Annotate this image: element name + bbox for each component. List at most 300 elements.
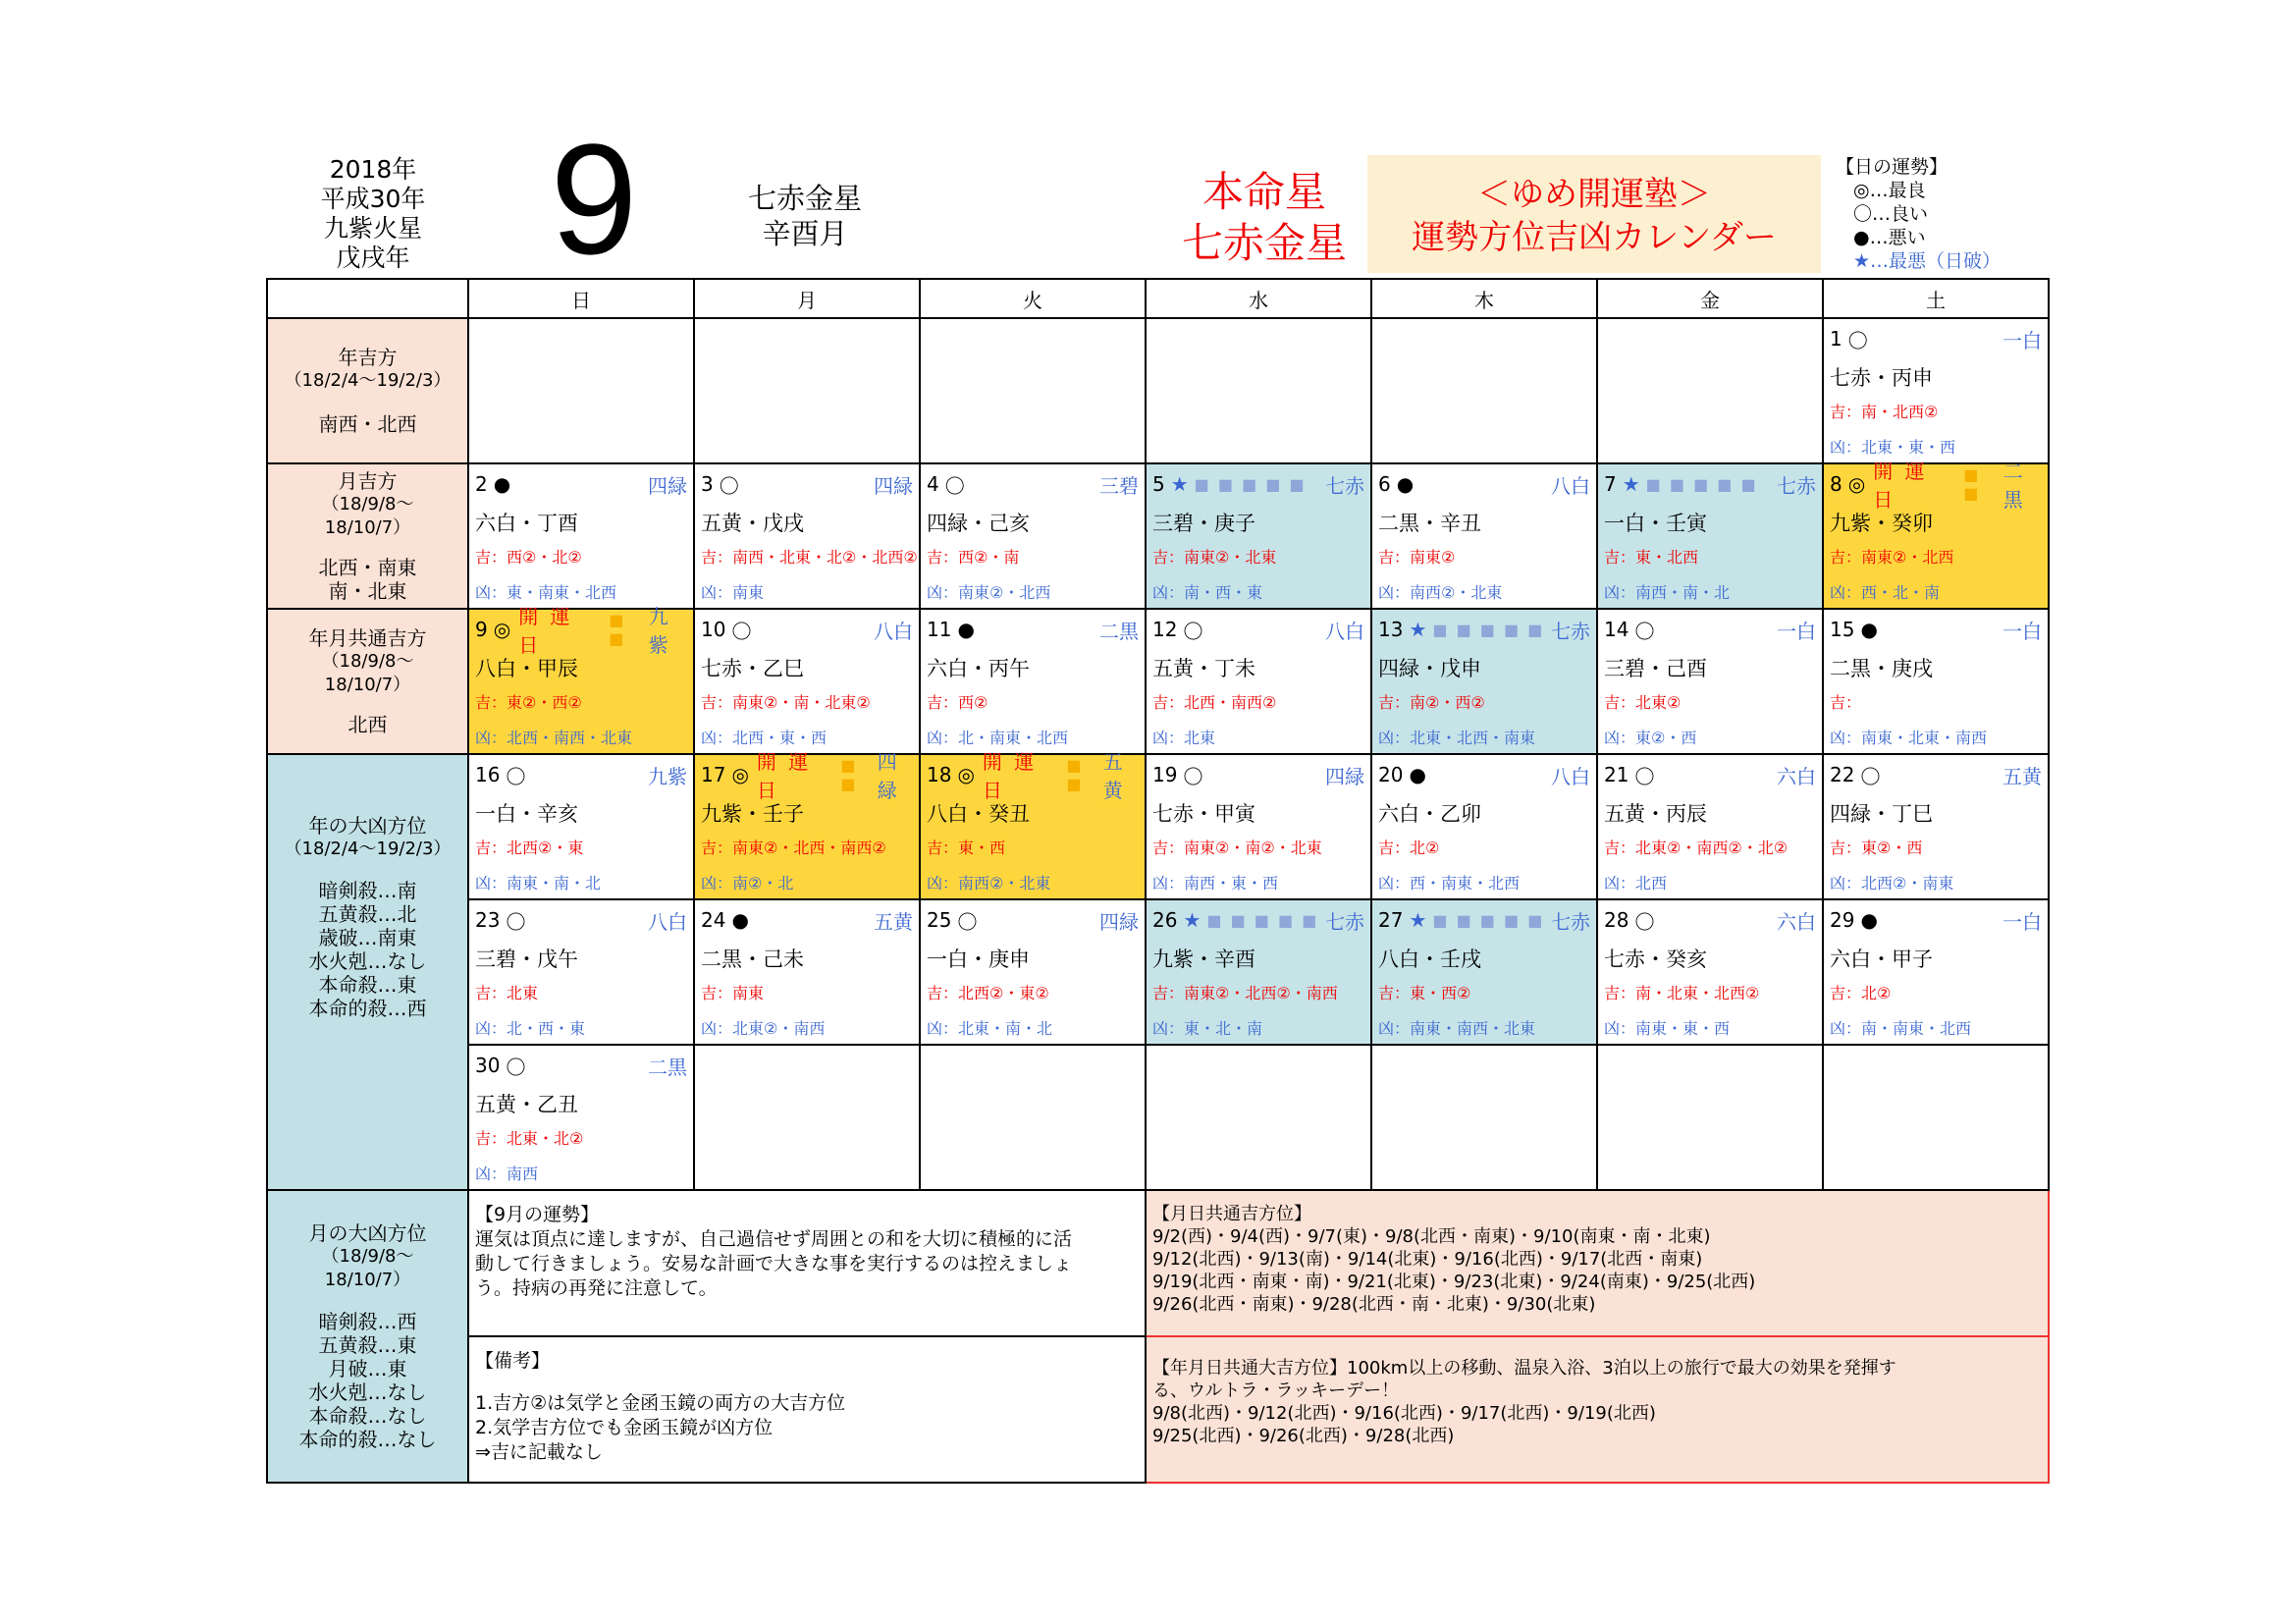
day-header [1604,616,1816,643]
day-cell[interactable] [694,463,920,609]
fortune-mark: ● [1409,763,1426,786]
weekday-thu: 木 [1371,279,1597,318]
day-bad-directions: 凶：南西 [475,1164,539,1183]
year-bad-item: 本命的殺…西 [308,997,427,1020]
day-nine-star: 七赤 [1325,473,1364,498]
year-line: 2018年 [329,155,417,184]
common-lucky-note-line: 9/19(北西・南東・南)・9/21(北東)・9/23(北東)・9/24(南東)・9/25(北西) [1152,1272,1756,1292]
day-good-directions: 吉：南西・北東・北②・北西② [701,548,918,567]
fortune-mark: ◎ [957,763,975,786]
day-nine-star: 六白 [1777,909,1816,934]
day-good-directions: 吉：南東 [701,984,765,1002]
day-cell[interactable] [1823,899,2049,1045]
day-header [1604,470,1816,498]
day-cell[interactable] [1823,460,2049,609]
day-nine-star: 一白 [2002,909,2042,934]
day-stem: 六白・甲子 [1830,947,1933,971]
day-nine-star: 九紫 [648,764,687,788]
day-number: 2 [475,472,488,496]
fortune-mark: ★ [1170,472,1189,496]
year-line: 戊戌年 [336,244,410,272]
calendar-grid [266,278,2048,1483]
day-number: 28 [1604,908,1629,932]
day-cell[interactable] [1597,899,1823,1045]
day-number: 29 [1830,908,1855,932]
kaiun-label: 開 運 日 [982,750,1038,802]
common-lucky-period: 18/10/7） [324,675,411,695]
day-bad-directions: 凶：南②・北 [701,874,794,893]
day-header [1830,325,2042,352]
day-bad-directions: 凶：南東 [701,583,765,602]
month-bad-period: （18/9/8～ [321,1246,414,1267]
day-header [927,616,1139,643]
month-bad-item: 水火剋…なし [308,1380,427,1404]
common-lucky-note-line: 9/26(北西・南東)・9/28(北西・南・北東)・9/30(北東) [1152,1294,1596,1315]
fortune-mark: 〇 [731,619,752,643]
day-header [927,470,1139,498]
day-bad-directions: 凶：西・南東・北西 [1378,874,1521,893]
fortune-mark: ● [493,472,511,496]
day-bad-directions: 凶：東・南東・北西 [475,583,617,602]
day-cell[interactable] [920,750,1146,899]
year-bad-cell [267,754,468,1190]
day-header [1152,470,1364,498]
day-stem: 四緑・己亥 [927,512,1030,535]
day-bad-directions: 凶：北東②・南西 [701,1019,826,1038]
empty-day-cell [468,318,694,463]
day-stem: 八白・壬戌 [1378,947,1481,971]
year-bad-item: 五黄殺…北 [318,902,417,926]
day-cell[interactable] [468,605,694,754]
day-number: 20 [1378,763,1404,786]
day-cell[interactable] [468,754,694,899]
month-bad-item: 五黄殺…東 [318,1333,417,1357]
day-header [1830,460,2042,512]
day-nine-star: 八白 [874,619,913,643]
day-bad-directions: 凶：北・南東・北西 [927,729,1069,747]
month-fortune-line: う。持病の再発に注意して。 [475,1277,718,1299]
highlight-squares: ■ ■ [840,756,858,793]
highlight-squares: ■ ■ ■ ■ ■ [1645,474,1758,494]
day-good-directions: 吉：西② [927,693,988,712]
day-cell[interactable] [1146,754,1371,899]
day-cell[interactable] [1371,899,1597,1045]
fortune-mark: 〇 [1847,328,1868,352]
weekday-wed: 水 [1146,279,1371,318]
day-nine-star: 五黄 [2002,764,2042,788]
day-good-directions: 吉：南東②・北西・南西② [701,839,886,857]
fortune-mark: ● [1860,618,1878,641]
empty-day-cell [1371,1045,1597,1190]
day-good-directions: 吉：北② [1378,839,1440,857]
day-bad-directions: 凶：南西・南・北 [1604,583,1731,602]
day-header [1830,906,2042,934]
year-bad-item: 暗剣殺…南 [318,879,417,902]
highlight-squares: ■ ■ [1066,756,1084,793]
empty-day-cell [1146,318,1371,463]
weekday-mon: 月 [694,279,920,318]
day-number: 14 [1604,618,1629,641]
fortune-mark: ● [1396,472,1415,496]
month-star-line: 七赤金星 [747,182,862,215]
day-good-directions: 吉：西②・北② [475,548,582,567]
day-number: 17 [701,763,726,786]
day-header [475,470,687,498]
year-line: 九紫火星 [323,214,422,243]
day-nine-star: 八白 [1325,619,1364,643]
day-number: 18 [927,763,952,786]
day-header [1378,470,1590,498]
day-header [1378,761,1590,788]
fortune-mark: ★ [1183,908,1201,932]
fortune-mark: ★ [1409,908,1427,932]
day-bad-directions: 凶：南・南東・北西 [1830,1019,1972,1038]
day-stem: 八白・癸丑 [927,802,1030,826]
fortune-mark: 〇 [1634,764,1655,788]
month-lucky-dirs: 南・北東 [328,579,407,603]
day-stem: 五黄・乙丑 [475,1093,578,1116]
day-cell[interactable] [468,463,694,609]
day-stem: 三碧・庚子 [1152,512,1255,535]
day-bad-directions: 凶：南西②・北東 [927,874,1051,893]
day-header [927,906,1139,934]
day-nine-star: 七赤 [1325,909,1364,934]
day-bad-directions: 凶：北西・南西・北東 [475,729,633,747]
day-nine-star: 四緑 [648,473,687,498]
fortune-mark: ◎ [1847,472,1866,496]
month-lucky-period: 18/10/7） [324,517,411,538]
day-cell[interactable] [1597,609,1823,754]
day-bad-directions: 凶：南西・東・西 [1152,874,1279,893]
weekday-sun: 日 [468,279,694,318]
fortune-mark: ★ [1409,618,1427,641]
day-nine-star: 三碧 [1099,473,1139,498]
calendar-table [266,278,2050,1484]
remarks-note [468,1336,1146,1483]
highlight-squares: ■ ■ ■ ■ ■ [1194,474,1307,494]
day-good-directions: 吉：南東② [1378,548,1456,567]
weekday-sat: 土 [1823,279,2049,318]
month-bad-period: 18/10/7） [324,1270,411,1290]
day-good-directions: 吉：東・西② [1378,984,1471,1002]
day-cell[interactable] [1371,463,1597,609]
month-lucky-dirs: 北西・南東 [318,556,417,579]
day-bad-directions: 凶：北西②・南東 [1830,874,1954,893]
month-lucky-period: （18/9/8～ [321,494,414,514]
day-cell[interactable] [1146,609,1371,754]
day-stem: 九紫・癸卯 [1830,512,1933,535]
day-good-directions: 吉：東②・西 [1830,839,1923,857]
day-good-directions: 吉：北西・南西② [1152,693,1277,712]
day-header [475,906,687,934]
day-stem: 三碧・己酉 [1604,657,1707,680]
day-nine-star: 七赤 [1551,619,1590,643]
day-number: 27 [1378,908,1404,932]
day-header [1830,616,2042,643]
day-good-directions: 吉：南東②・北西 [1830,548,1954,567]
day-good-directions: 吉：東②・西② [475,693,582,712]
day-good-directions: 吉：南・北東・北西② [1604,984,1760,1002]
year-bad-item: 歳破…南東 [318,926,417,949]
year-lucky-cell [267,318,468,463]
day-good-directions: 吉：南②・西② [1378,693,1485,712]
fortune-mark: ★ [1622,472,1640,496]
day-header [1604,761,1816,788]
day-number: 12 [1152,618,1178,641]
day-cell[interactable] [920,899,1146,1045]
empty-day-cell [694,318,920,463]
day-number: 13 [1378,618,1404,641]
day-cell[interactable] [920,463,1146,609]
legend-title: 【日の運勢】 [1836,156,1949,178]
empty-day-cell [1146,1045,1371,1190]
day-stem: 四緑・戊申 [1378,657,1481,680]
day-nine-star: 四緑 [1325,764,1364,788]
day-cell[interactable] [1146,899,1371,1045]
day-number: 24 [701,908,726,932]
year-bad-period: （18/2/4～19/2/3） [284,839,452,859]
day-cell[interactable] [1823,754,2049,899]
common-lucky-title: 年月共通吉方 [308,626,427,650]
year-lucky-title: 年吉方 [338,346,398,369]
fortune-mark: ◎ [731,763,749,786]
day-number: 6 [1378,472,1391,496]
empty-day-cell [694,1045,920,1190]
day-cell[interactable] [1146,463,1371,609]
month-bad-item: 本命的殺…なし [298,1428,437,1451]
day-stem: 二黒・己未 [701,947,804,971]
day-number: 1 [1830,327,1842,351]
fortune-mark: 〇 [506,1055,526,1079]
day-bad-directions: 凶：南東・東・西 [1604,1019,1731,1038]
day-cell[interactable] [920,609,1146,754]
day-nine-star: 二黒 [648,1055,687,1079]
month-number: 9 [550,111,638,287]
day-stem: 二黒・辛丑 [1378,512,1481,535]
day-stem: 三碧・戊午 [475,947,578,971]
fortune-mark: 〇 [1860,764,1881,788]
day-number: 25 [927,908,952,932]
day-stem: 八白・甲辰 [475,657,578,680]
day-bad-directions: 凶：北東・南・北 [927,1019,1053,1038]
day-bad-directions: 凶：南西②・北東 [1378,583,1503,602]
kaiun-label: 開 運 日 [756,750,812,802]
day-bad-directions: 凶：北東・東・西 [1830,438,1956,457]
day-cell[interactable] [1371,754,1597,899]
month-bad-title: 月の大凶方位 [308,1221,427,1245]
day-cell[interactable] [1823,609,2049,754]
fortune-mark: 〇 [506,909,526,934]
month-fortune-line: 運気は頂点に達しますが、自己過信せず周囲との和を大切に積極的に活 [475,1228,1073,1250]
day-header [1830,761,2042,788]
day-cell[interactable] [468,1045,694,1190]
day-header [701,470,913,498]
day-number: 15 [1830,618,1855,641]
day-stem: 九紫・辛酉 [1152,947,1255,971]
day-stem: 七赤・乙巳 [701,657,804,680]
month-bad-item: 月破…東 [328,1357,407,1380]
day-number: 23 [475,908,501,932]
day-header [1152,761,1364,788]
weekday-tue: 火 [920,279,1146,318]
day-good-directions: 吉：北東 [475,984,539,1002]
day-nine-star: 一白 [2002,328,2042,352]
day-bad-directions: 凶：東②・西 [1604,729,1697,747]
day-stem: 四緑・丁巳 [1830,802,1933,826]
common-lucky-dirs: 北西 [347,713,388,736]
remarks-title: 【備考】 [475,1350,551,1372]
day-header [475,605,687,657]
day-nine-star: 一白 [2002,619,2042,643]
day-good-directions: 吉：北西②・東 [475,839,584,857]
day-header [701,906,913,934]
year-line: 平成30年 [320,185,426,213]
day-stem: 五黄・戊戌 [701,512,804,535]
day-stem: 五黄・丁未 [1152,657,1255,680]
legend-item: ●…悪い [1853,227,1926,248]
remarks-line: 2.気学吉方位でも金函玉鏡が凶方位 [475,1417,774,1438]
day-stem: 六白・乙卯 [1378,802,1481,826]
day-nine-star: 五黄 [874,909,913,934]
day-good-directions: 吉：南東②・南・北東② [701,693,871,712]
month-fortune-note [468,1190,1146,1336]
day-number: 30 [475,1054,501,1077]
day-number: 19 [1152,763,1178,786]
day-stem: 七赤・甲寅 [1152,802,1255,826]
day-bad-directions: 凶：東・北・南 [1152,1019,1263,1038]
day-nine-star: 二黒 [2002,460,2023,512]
day-bad-directions: 凶：南東・南・北 [475,874,602,893]
day-header [1378,616,1590,643]
honmei-star [1147,167,1382,269]
fortune-mark: 〇 [1183,619,1203,643]
legend-item: ◎…最良 [1853,180,1926,201]
day-cell[interactable] [694,609,920,754]
common-lucky-note-line: 9/2(西)・9/4(西)・9/7(東)・9/8(北西・南東)・9/10(南東・南・北東) [1152,1226,1711,1247]
day-stem: 一白・辛亥 [475,802,578,826]
empty-day-cell [920,318,1146,463]
day-stem: 七赤・癸亥 [1604,947,1707,971]
day-header [1152,906,1364,934]
day-number: 7 [1604,472,1617,496]
year-lucky-period: （18/2/4～19/2/3） [284,370,452,391]
day-stem: 六白・丁酉 [475,512,578,535]
day-header [927,750,1139,802]
day-nine-star: 八白 [1551,473,1590,498]
highlight-squares: ■ ■ ■ ■ ■ [1432,620,1545,639]
highlight-squares: ■ ■ ■ ■ ■ [1432,910,1545,930]
highlight-squares: ■ ■ ■ ■ ■ [1206,910,1319,930]
day-nine-star: 七赤 [1551,909,1590,934]
day-bad-directions: 凶：北西・東・西 [701,729,828,747]
day-good-directions: 吉：北西②・東② [927,984,1049,1002]
day-nine-star: 五黄 [1102,750,1123,802]
honmei-line: 本命星 [1201,168,1326,216]
day-nine-star: 九紫 [648,605,668,657]
day-cell[interactable] [468,899,694,1045]
day-number: 10 [701,618,726,641]
great-lucky-note [1146,1336,2049,1483]
kaiun-label: 開 運 日 [518,605,573,657]
day-cell[interactable] [1597,463,1823,609]
empty-day-cell [1597,318,1823,463]
day-bad-directions: 凶：北東・北西・南東 [1378,729,1536,747]
day-nine-star: 四緑 [877,750,897,802]
month-bad-item: 本命殺…なし [308,1404,427,1428]
fortune-mark: 〇 [506,764,526,788]
fortune-mark: 〇 [719,473,739,498]
day-cell[interactable] [694,750,920,899]
day-header [1152,616,1364,643]
day-header [1604,906,1816,934]
legend [1836,155,2032,273]
day-number: 4 [927,472,939,496]
day-stem: 一白・壬寅 [1604,512,1707,535]
day-stem: 六白・丙午 [927,657,1030,680]
day-good-directions: 吉：南東②・南②・北東 [1152,839,1322,857]
day-bad-directions: 凶：北東 [1152,729,1216,747]
day-good-directions: 吉：南東②・北東 [1152,548,1277,567]
common-lucky-note [1146,1190,2049,1336]
fortune-mark: 〇 [1183,764,1203,788]
month-bad-cell [267,1190,468,1483]
day-nine-star: 八白 [648,909,687,934]
month-star-line: 辛酉月 [762,217,848,250]
great-lucky-note-line: 9/8(北西)・9/12(北西)・9/16(北西)・9/17(北西)・9/19(北西) [1152,1403,1656,1424]
fortune-mark: 〇 [1634,909,1655,934]
day-nine-star: 八白 [1551,764,1590,788]
day-nine-star: 一白 [1777,619,1816,643]
common-lucky-cell [267,609,468,754]
day-header [701,616,913,643]
day-header [475,1052,687,1079]
day-bad-directions: 凶：南・西・東 [1152,583,1263,602]
day-nine-star: 六白 [1777,764,1816,788]
day-stem: 七赤・丙申 [1830,366,1933,390]
day-cell[interactable] [694,899,920,1045]
day-nine-star: 七赤 [1777,473,1816,498]
title-banner [1367,155,1821,273]
day-header [701,750,913,802]
great-lucky-note-title: 【年月日共通大吉方位】100km以上の移動、温泉入浴、3泊以上の旅行で最大の効果を発揮す [1152,1358,1896,1379]
day-stem: 二黒・庚戌 [1830,657,1933,680]
fortune-mark: 〇 [944,473,965,498]
remarks-line: ⇒吉に記載なし [475,1441,603,1463]
year-bad-item: 水火剋…なし [308,949,427,973]
day-number: 9 [475,618,488,641]
weekday-fri: 金 [1597,279,1823,318]
great-lucky-note-line: る、ウルトラ・ラッキーデー！ [1152,1380,1400,1401]
fortune-mark: ◎ [493,618,511,641]
kaiun-label: 開 運 日 [1873,460,1928,512]
day-good-directions: 吉：西②・南 [927,548,1020,567]
day-stem: 五黄・丙辰 [1604,802,1707,826]
legend-item: ★…最悪（日破） [1853,250,2002,272]
day-cell[interactable] [1823,318,2049,463]
day-good-directions: 吉：北② [1830,984,1892,1002]
empty-day-cell [920,1045,1146,1190]
day-bad-directions: 凶：西・北・南 [1830,583,1941,602]
day-cell[interactable] [1597,754,1823,899]
day-number: 11 [927,618,952,641]
day-bad-directions: 凶：南東・北東・南西 [1830,729,1988,747]
day-nine-star: 四緑 [1099,909,1139,934]
day-number: 21 [1604,763,1629,786]
day-cell[interactable] [1371,609,1597,754]
great-lucky-note-line: 9/25(北西)・9/26(北西)・9/28(北西) [1152,1426,1455,1446]
day-nine-star: 四緑 [874,473,913,498]
year-info [294,155,452,273]
